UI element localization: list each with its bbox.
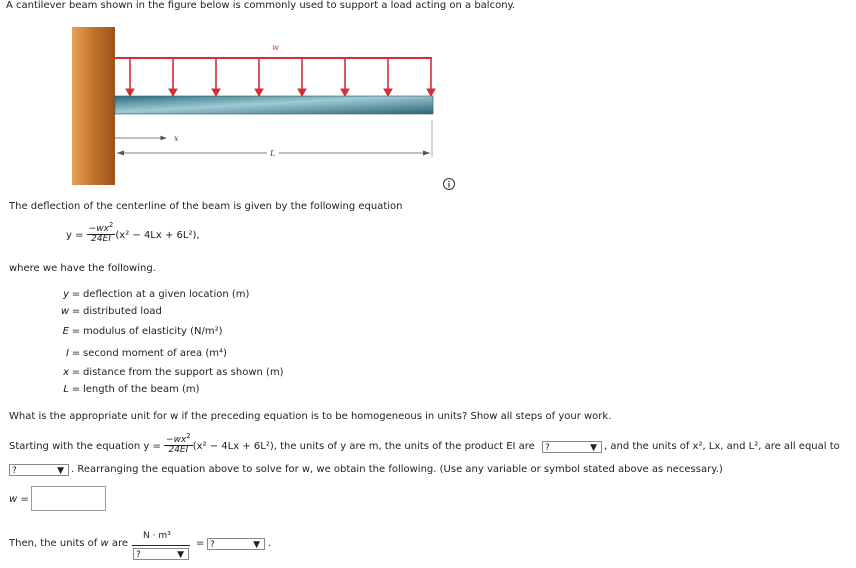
w-label: w =	[9, 494, 29, 505]
ei-units-select[interactable]: ? ▼	[542, 441, 602, 453]
definition-E: E = modulus of elasticity (N/m²)	[62, 326, 223, 337]
definition-w: w = distributed load	[60, 306, 162, 317]
deflection-intro: The deflection of the centerline of the beam is given by the following equation	[9, 201, 403, 212]
step1-line: Starting with the equation y = $\frac{-wx^2}{24EI}$ (x² − 4Lx + 6L²), the units of y are m, the units of the product EI are	[9, 432, 535, 456]
chevron-down-icon: ▼	[590, 443, 597, 453]
cantilever-figure	[70, 25, 460, 200]
final-numerator: N · m³	[143, 531, 171, 541]
deflection-equation: y = $\frac{-wx^2}{24EI}$ (x² − 4Lx + 6L²),	[66, 221, 200, 245]
final-units-text: Then, the units of w are	[9, 538, 129, 549]
chevron-down-icon: ▼	[57, 466, 64, 476]
definition-x: x = distance from the support as shown (m)	[63, 367, 284, 378]
final-period: .	[268, 538, 272, 549]
info-icon[interactable]	[444, 179, 455, 190]
definition-I: I = second moment of area (m⁴)	[66, 348, 227, 359]
question-text: What is the appropriate unit for w if the preceding equation is to be homogeneous in units? Show all steps of your work.	[9, 411, 612, 422]
intro-text: A cantilever beam shown in the figure below is commonly used to support a load acting on a balcony.	[6, 0, 516, 11]
length-label: L	[270, 149, 276, 158]
where-text: where we have the following.	[9, 263, 156, 274]
final-denominator-select[interactable]: ? ▼	[133, 548, 189, 560]
definition-y: y = deflection at a given location (m)	[63, 289, 250, 300]
definition-L: L = length of the beam (m)	[63, 384, 200, 395]
x-squared-units-select[interactable]: ? ▼	[9, 464, 69, 476]
final-equals: =	[196, 538, 205, 549]
x-label: x	[174, 134, 179, 143]
load-label: w	[272, 43, 279, 52]
wall-support	[72, 27, 115, 185]
load-arrows	[126, 58, 435, 96]
final-units-select[interactable]: ? ▼	[207, 538, 265, 550]
chevron-down-icon: ▼	[253, 540, 260, 550]
w-input[interactable]	[31, 486, 106, 511]
step1-fraction: $\frac{-wx^2}{24EI}$	[166, 432, 191, 456]
step1-after-select2: . Rearranging the equation above to solve for w, we obtain the following. (Use any variable or symbol stated above as necessary.)	[71, 464, 723, 475]
final-fraction-bar	[132, 545, 190, 546]
equation-fraction: $\frac{-wx^2}{24EI}$	[88, 221, 114, 245]
beam	[115, 96, 433, 114]
chevron-down-icon: ▼	[177, 550, 184, 560]
step1-after-select1: , and the units of x², Lx, and L², are all equal to	[604, 441, 840, 452]
